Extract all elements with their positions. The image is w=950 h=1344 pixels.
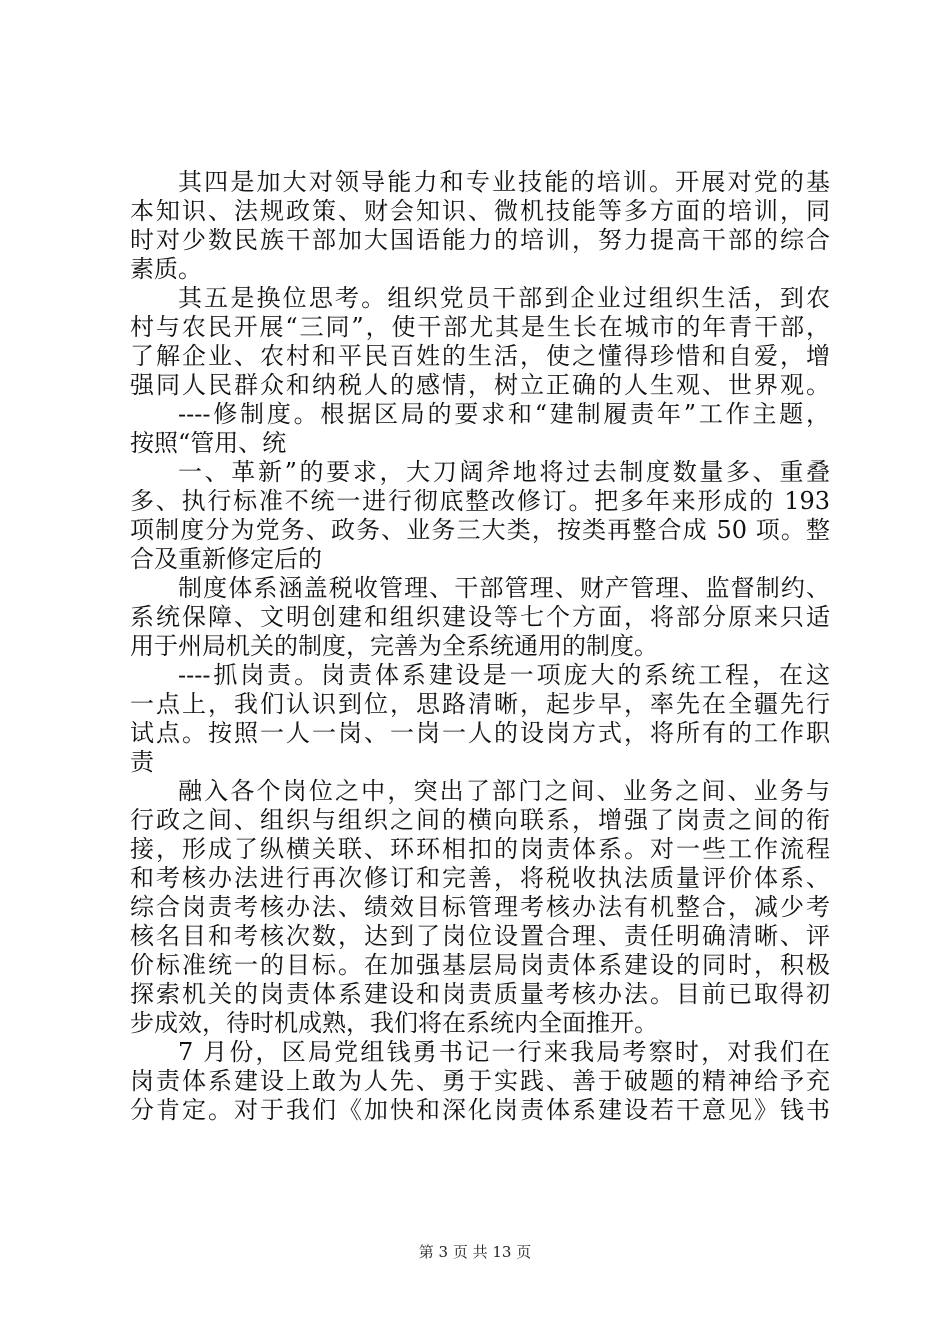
text-line: 了解企业、农村和平民百姓的生活，使之懂得珍惜和自爱，增 — [130, 342, 830, 370]
text-line: 核名目和考核次数，达到了岗位设置合理、责任明确清晰、评 — [130, 922, 830, 950]
text-line: 其四是加大对领导能力和专业技能的培训。开展对党的基 — [178, 168, 830, 196]
text-line: 强同人民群众和纳税人的感情，树立正确的人生观、世界观。 — [130, 371, 830, 399]
text-line: 和考核办法进行再次修订和完善，将税收执法质量评价体系、 — [130, 864, 830, 892]
text-line: 一、革新”的要求，大刀阔斧地将过去制度数量多、重叠 — [178, 458, 830, 486]
text-line: 村与农民开展“三同”，使干部尤其是生长在城市的年青干部， — [130, 313, 830, 341]
text-line: 探索机关的岗责体系建设和岗责质量考核办法。目前已取得初 — [130, 980, 830, 1008]
text-line: 其五是换位思考。组织党员干部到企业过组织生活，到农 — [178, 284, 830, 312]
text-line: ----修制度。根据区局的要求和“建制履责年”工作主题， — [178, 400, 830, 428]
text-line: 按照“管用、统 — [130, 429, 287, 457]
text-line: 素质。 — [130, 255, 202, 283]
text-line: 系统保障、文明创建和组织建设等七个方面，将部分原来只适 — [130, 603, 830, 631]
text-line: 综合岗责考核办法、绩效目标管理考核办法有机整合，减少考 — [130, 893, 830, 921]
text-line: 项制度分为党务、政务、业务三大类，按类再整合成 50 项。整 — [130, 516, 830, 544]
document-body — [130, 168, 830, 1125]
text-line: 一点上，我们认识到位，思路清晰，起步早，率先在全疆先行 — [130, 690, 830, 718]
text-line: 7 月份，区局党组钱勇书记一行来我局考察时，对我们在 — [178, 1038, 830, 1066]
text-line: 岗责体系建设上敢为人先、勇于实践、善于破题的精神给予充 — [130, 1067, 830, 1095]
text-line: 价标准统一的目标。在加强基层局岗责体系建设的同时，积极 — [130, 951, 830, 979]
text-line: 分肯定。对于我们《加快和深化岗责体系建设若干意见》钱书 — [130, 1096, 830, 1124]
text-line: 本知识、法规政策、财会知识、微机技能等多方面的培训，同 — [130, 197, 830, 225]
text-line: 时对少数民族干部加大国语能力的培训，努力提高干部的综合 — [130, 226, 830, 254]
text-line: 接，形成了纵横关联、环环相扣的岗责体系。对一些工作流程 — [130, 835, 830, 863]
page-footer: 第 3 页 共 13 页 — [418, 1243, 532, 1261]
text-line: 制度体系涵盖税收管理、干部管理、财产管理、监督制约、 — [178, 574, 830, 602]
text-line: ----抓岗责。岗责体系建设是一项庞大的系统工程，在这 — [178, 661, 830, 689]
text-line: 试点。按照一人一岗、一岗一人的设岗方式，将所有的工作职 — [130, 719, 830, 747]
text-line: 行政之间、组织与组织之间的横向联系，增强了岗责之间的衔 — [130, 806, 830, 834]
text-line: 合及重新修定后的 — [130, 545, 322, 573]
text-line: 责 — [130, 748, 154, 776]
text-line: 步成效，待时机成熟，我们将在系统内全面推开。 — [130, 1009, 658, 1037]
text-line: 融入各个岗位之中，突出了部门之间、业务之间、业务与 — [178, 777, 830, 805]
text-line: 用于州局机关的制度，完善为全系统通用的制度。 — [130, 632, 658, 660]
text-line: 多、执行标准不统一进行彻底整改修订。把多年来形成的 193 — [130, 487, 830, 515]
